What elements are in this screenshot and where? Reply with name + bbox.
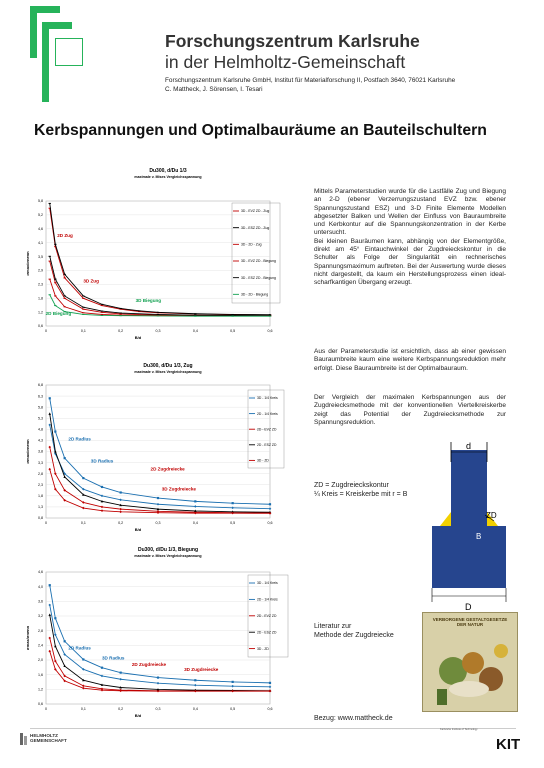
data-point [82,477,84,479]
x-tick-label: 0,6 [267,707,273,711]
annotation-label: 2D Zugdreiecke [131,662,167,668]
diagram-legend [314,481,407,499]
data-point [101,667,103,669]
x-tick-label: 0,1 [80,329,86,333]
chart-title: Du300, d/Du 1/3, Biegung [137,547,199,553]
annotation-label: 3D Zug [83,278,99,284]
kit-logo: KIT [496,736,521,753]
shaft-large [432,526,506,588]
y-tick-label: 2,3 [38,282,43,287]
data-point [120,491,122,493]
y-tick-label: 2,8 [38,628,43,633]
y-tick-label: 2,3 [38,482,43,487]
literature-note [314,622,394,640]
data-point [157,677,159,679]
y-axis-label: σmax/σnenn [25,439,30,464]
data-point [194,500,196,502]
data-point [194,679,196,681]
y-tick-label: 3,5 [38,254,43,259]
y-tick-label: 0,6 [38,324,43,329]
x-tick-label: 0 [45,329,47,333]
y-tick-label: 2,4 [38,643,43,648]
x-tick-label: 0,6 [267,329,273,333]
shoulder-diagram [430,440,520,620]
helmholtz-icon-a [20,733,23,745]
data-point [157,497,159,499]
annotation-label: 3D Radius [102,655,125,661]
data-point [54,430,56,432]
y-tick-label: 1,8 [38,494,43,499]
paragraph-2: Bei kleinen Bauräumen kann, abhängig von der Elementgröße, direkt am 45° Eintauchwinkel der Zugdreieckskontur in die Schulter als Folge der Singularität ein rechnerisches Spannungsmaximum auftreten. Bei der Auswertung wurde dieses nicht dargestellt, da kaum ein Herstellungsprozess einen ideal-scharfkantigen Übergang erzeugt. [314,237,506,287]
cover-figure-6 [494,644,508,658]
shaft-small [451,450,487,526]
annotation-label: 2D Zug [57,233,73,239]
legend-label: 3D - ESZ ZD - Zug [241,225,270,230]
legend-label: 3D - EVZ ZD - Biegung [241,259,276,264]
data-point [269,503,271,505]
legend-label: 2D - ESZ ZD [257,443,277,447]
poster-title: Kerbspannungen und Optimalbauräume an Bauteilschultern [34,122,487,139]
x-tick-label: 0,6 [267,521,273,525]
helmholtz-line-1: HELMHOLTZ [30,733,58,738]
data-point [269,682,271,684]
legend-label: 3D - 1/4 Kreis [257,396,278,401]
x-axis-label: B/d [134,713,142,718]
chart-subtitle: maximale v. Mises Vergleichsspannung [134,370,202,374]
x-tick-label: 0,3 [155,329,161,333]
chart-title: Du300, d/Du 1/3 [149,168,187,174]
y-tick-label: 1,3 [38,505,43,510]
x-tick-label: 0 [45,521,47,525]
legend-label: 2D - ESZ ZD [257,630,277,635]
y-axis-label: σmax/σnenn [25,251,30,276]
chart-subtitle: maximale v. Mises Vergleichsspannung [134,175,202,179]
book-cover [422,612,518,712]
y-tick-label: 3,2 [38,614,43,619]
x-tick-label: 0,4 [192,521,198,525]
book-cover-art [423,631,517,711]
y-tick-label: 4,1 [38,240,43,245]
y-tick-label: 4,0 [38,584,43,589]
x-tick-label: 0,1 [80,521,86,525]
annotation-label: 2D Radius [68,436,91,442]
legend-label: 3D - 1/4 Kreis [257,581,278,586]
annotation-label: 3D Radius [90,458,114,464]
x-tick-label: 0,1 [80,707,86,711]
paragraph-3: Aus der Parameterstudie ist ersichtlich, dass ab einer gewissen Bauraumbreite kaum eine weitere Kerbspannungsreduktion mehr erfolgt. Diese Bauraumbreite ist der Optimalbauraum. [314,348,506,372]
label-b: B [476,532,482,541]
book-title: VERBORGENE GESTALTGESETZE DER NATUR [432,617,508,627]
x-tick-label: 0,2 [118,329,124,333]
text-block-1 [314,188,506,288]
literature-line-1: Literatur zur [314,623,352,630]
label-D: D [465,602,472,612]
x-tick-label: 0,5 [230,707,236,711]
y-tick-label: 0,6 [38,702,43,707]
cover-figure-2 [462,652,484,674]
legend-quarter-circle: ¼ Kreis = Kreiskerbe mit r = B [314,491,408,498]
x-tick-label: 0,4 [192,329,198,333]
data-point [64,640,66,642]
label-zd: ZD [486,511,497,520]
y-tick-label: 4,8 [38,427,43,432]
legend-label: 3D - ZD [257,646,269,651]
legend-label: 2D - 1/4 Kreis [257,411,278,416]
x-tick-label: 0,3 [155,521,161,525]
y-tick-label: 2,9 [38,268,43,273]
y-tick-label: 3,3 [38,460,43,465]
text-block-3 [314,394,506,427]
annotation-label: 2D Biegung [45,311,72,317]
literature-line-2: Methode der Zugdreiecke [314,632,394,639]
institution-subtitle: in der Helmholtz-Gemeinschaft [165,52,406,72]
paragraph-1: Mittels Parameterstudien wurde für die Lastfälle Zug und Biegung an 2-D (ebener Verzerrungszustand EVZ bzw. ebener Spannungszustand ESZ) und 3-D Finite Elemente Modellen abgesetzter Balken und Wellen der Einfluss von Bauraumbreite und Kerbkontur auf die Spannungskonzentration in der Kerbe untersucht. [314,188,506,237]
y-tick-label: 1,6 [38,672,43,677]
legend-label: 3D - 2D - Biegung [241,292,269,297]
legend-label: 3D - 2D - Zug [241,242,262,247]
x-tick-label: 0,4 [192,707,198,711]
y-tick-label: 0,8 [38,516,43,521]
y-tick-label: 1,8 [38,296,43,301]
data-point [120,672,122,674]
annotation-label: 3D Zugdreiecke [161,486,196,492]
y-tick-label: 5,2 [38,213,43,218]
label-d: d [466,441,472,451]
annotation-label: 3D Zugdreiecke [184,667,219,672]
cover-figure-5 [437,689,447,705]
chart-subtitle: maximale v. Mises Vergleichsspannung [134,554,202,558]
kit-caption: Karlsruhe Institute of Technology [440,728,478,731]
data-point [64,457,66,459]
legend-label: 3D - ESZ ZD - Biegung [241,275,276,280]
helmholtz-logo [30,733,67,743]
x-tick-label: 0 [45,707,47,711]
data-point [49,584,51,586]
y-tick-label: 4,6 [38,226,43,231]
legend-label: 2D - EVZ ZD [257,614,277,618]
text-block-2 [314,348,506,373]
annotation-label: 2D Radius [68,645,91,651]
y-tick-label: 2,0 [38,658,43,663]
y-tick-label: 1,2 [38,687,43,692]
paragraph-4: Der Vergleich der maximalen Kerbspannungen aus der Zugdreiecksmethode mit der konventionellen Viertelkreiskerbe zeigt das Potential der Zugdreiecksmethode zur Spannungsreduktion. [314,394,506,426]
y-tick-label: 3,6 [38,599,43,604]
x-axis-label: B/d [134,335,142,340]
helmholtz-line-2: GEMEINSCHAFT [30,738,67,744]
zd-left [440,512,451,526]
x-tick-label: 0,5 [230,521,236,525]
data-point [232,681,234,683]
helmholtz-icon [20,733,29,745]
legend-label: 3D - ZD [257,458,269,463]
chart-title: Du300, d/Du 1/3, Zug [143,363,193,369]
x-tick-label: 0,5 [230,329,236,333]
y-tick-label: 5,8 [38,405,43,410]
y-tick-label: 2,8 [38,471,43,476]
y-tick-label: 6,8 [38,383,43,388]
institution-name: Forschungszentrum Karlsruhe [165,31,420,51]
legend-label: 2D - 1/4 Kreis [257,597,278,602]
data-point [232,502,234,504]
helmholtz-icon-b [24,736,27,745]
y-tick-label: 4,6 [38,570,43,575]
y-tick-label: 5,8 [38,199,43,204]
literature-url: Bezug: www.mattheck.de [314,715,393,722]
annotation-label: 2D Zugdreiecke [150,466,185,472]
x-axis-label: B/d [134,527,142,532]
cover-figure-4 [449,681,489,697]
data-point [101,486,103,488]
x-tick-label: 0,3 [155,707,161,711]
annotation-label: 3D Biegung [135,297,162,303]
x-tick-label: 0,2 [118,521,124,525]
data-point [49,397,51,399]
y-tick-label: 3,8 [38,449,43,454]
authors-line: C. Mattheck, J. Sörensen, I. Tesari [165,85,263,93]
data-point [82,658,84,660]
y-axis-label: σmax/σnenn [25,625,30,651]
y-tick-label: 1,2 [38,310,43,315]
y-tick-label: 4,3 [38,438,43,443]
y-tick-label: 6,3 [38,394,43,399]
legend-label: 3D - EVZ ZD - Zug [241,209,270,214]
legend-zd: ZD = Zugdreieckskontur [314,482,389,489]
address-line: Forschungszentrum Karlsruhe GmbH, Institut für Materialforschung II, Postfach 3640, 76021 Karlsruhe [165,77,456,84]
legend-label: 2D - EVZ ZD [257,427,277,432]
x-tick-label: 0,2 [118,707,124,711]
y-tick-label: 5,3 [38,416,43,421]
data-point [54,617,56,619]
